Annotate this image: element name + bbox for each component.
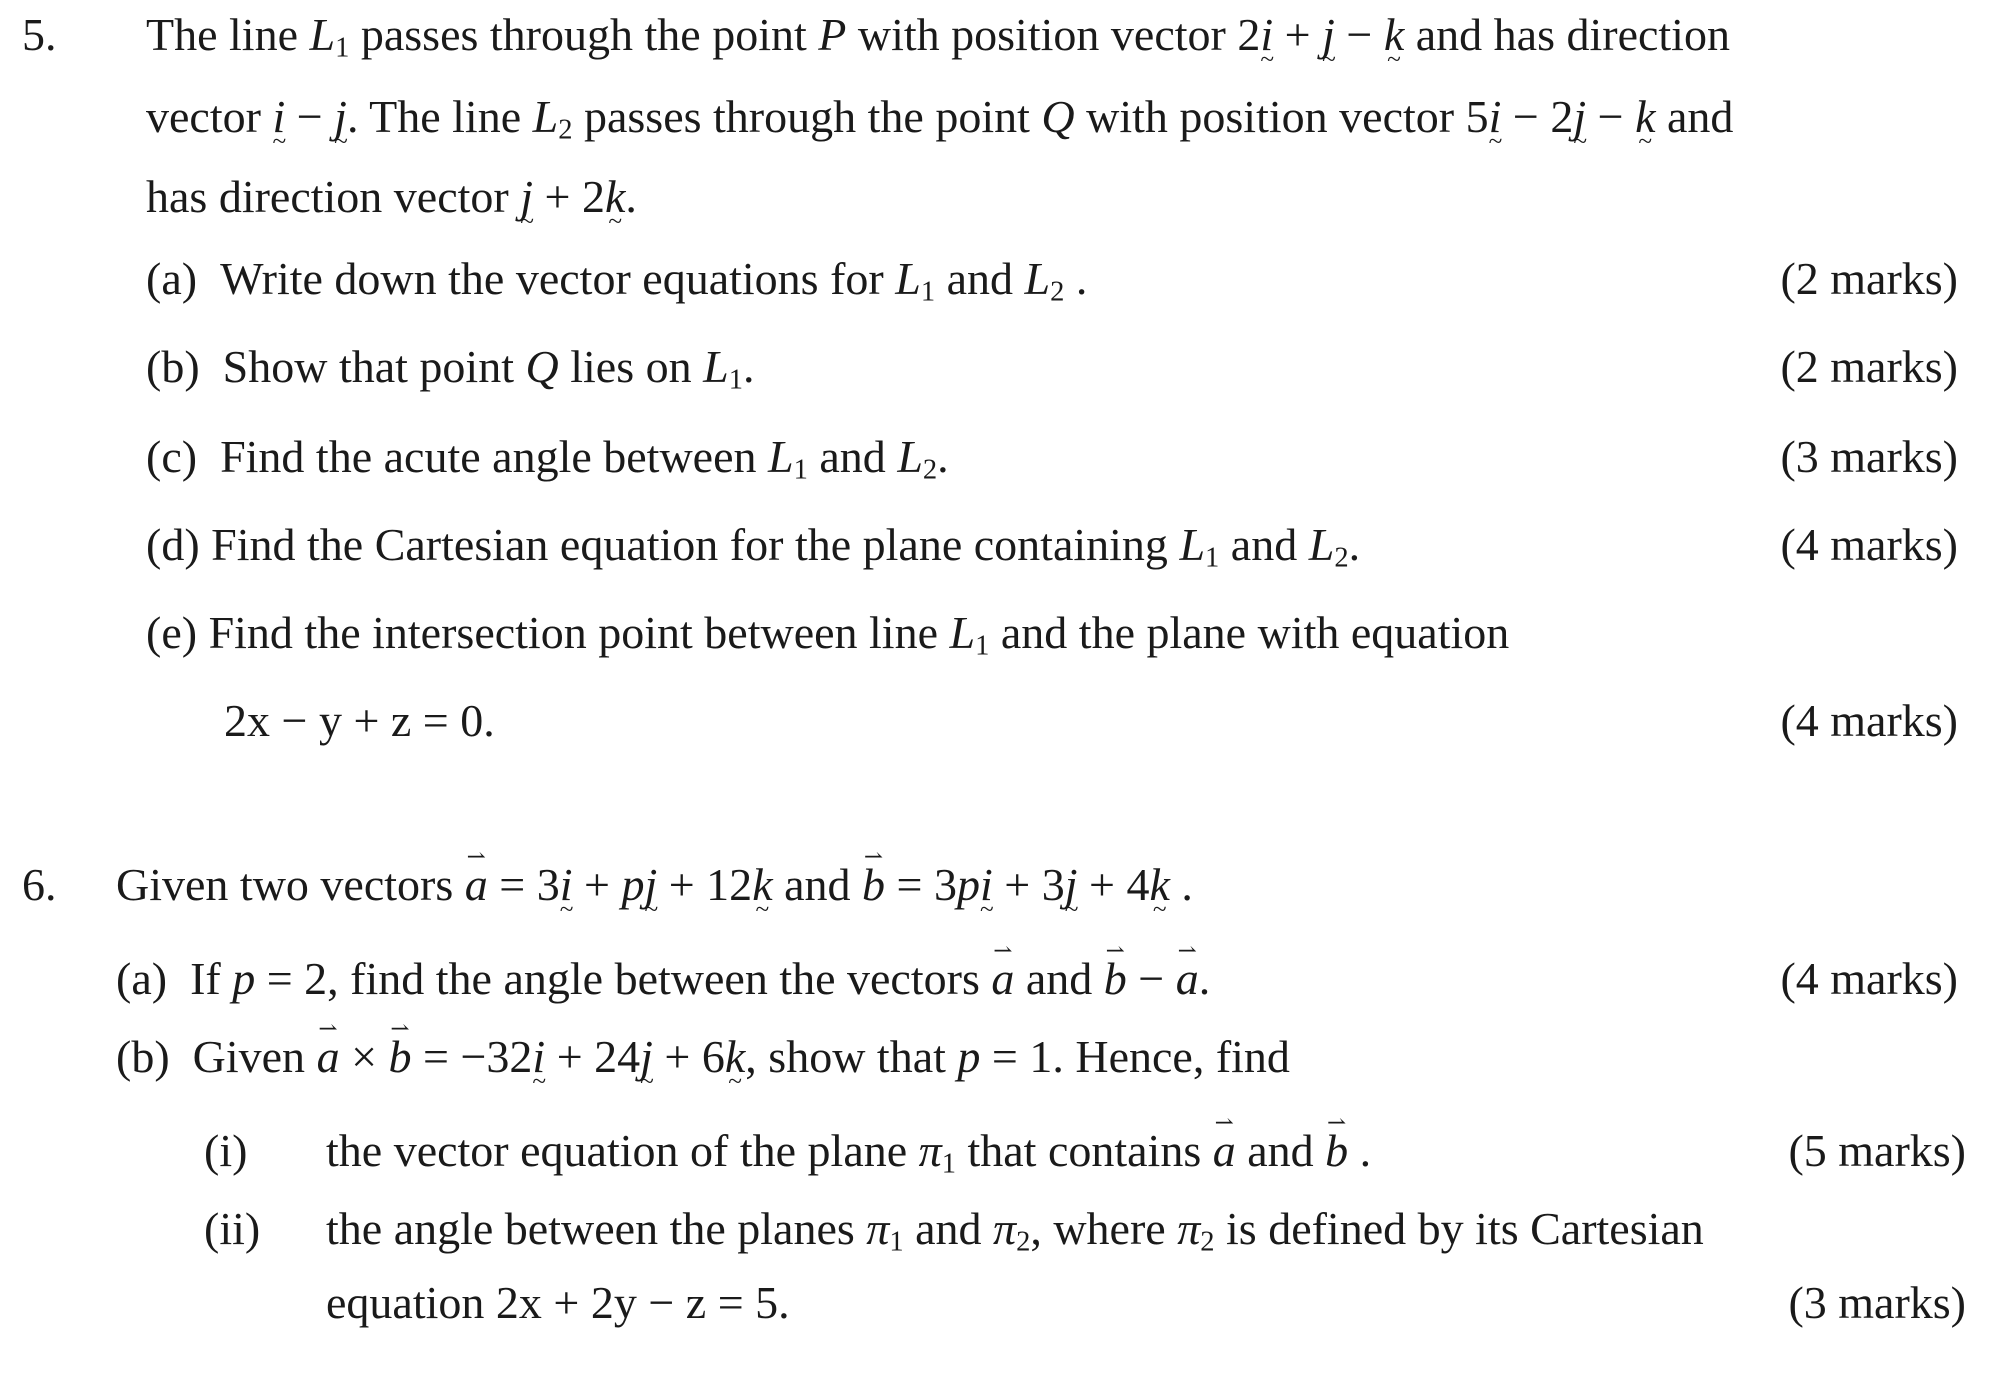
q6b-i-label: (i) <box>204 1125 248 1176</box>
q5-intro-line3: has direction vector j ~ + 2k ~. <box>146 174 637 220</box>
q5d: (d) Find the Cartesian equation for the plane containing $L_1$ and $L_2$. <box>146 519 1361 574</box>
question-5-number: 5. <box>22 9 57 60</box>
q5e-plane-equation: 2x − y + z = 0. <box>224 695 495 746</box>
q5-intro-line2: vector i ~ − j ~. The line $L_2$ passes through the point Q with position vector 5i ~ − 2j ~ − k ~ and <box>146 94 1733 145</box>
q5d-marks: (4 marks) <box>1780 519 1958 570</box>
q6b-ii-equation: equation 2x + 2y − z = 5. <box>326 1277 790 1328</box>
q5-intro-line1: The line $L_1$ passes through the point P with position vector 2i ~ + j ~ − k ~ and has direction <box>146 12 1730 63</box>
q5e: (e) Find the intersection point between line $L_1$ and the plane with equation <box>146 607 1510 662</box>
q5a: (a) Write down the vector equations for $L_1$ and $L_2$ . <box>146 253 1088 308</box>
q6-intro: Given two vectors ⇀ a = 3i ~ + pj ~ + 12k ~ and ⇀ b = 3pi ~ + 3j ~ + 4k ~ . <box>116 862 1193 908</box>
q5a-marks: (2 marks) <box>1780 253 1958 304</box>
question-6-number: 6. <box>22 859 57 910</box>
q6b-ii: the angle between the planes $\pi_1$ and $\pi_2$, where $\pi_2$ is defined by its Cartesian <box>326 1203 1704 1258</box>
q5e-marks: (4 marks) <box>1780 695 1958 746</box>
q5c-marks: (3 marks) <box>1780 431 1958 482</box>
q6a: (a) If p = 2, find the angle between the vectors ⇀ a and ⇀ b − ⇀ a. <box>116 956 1210 1002</box>
q6b-i-marks: (5 marks) <box>1788 1125 1966 1176</box>
q6b-ii-label: (ii) <box>204 1203 261 1254</box>
q5b: (b) Show that point Q lies on $L_1$. <box>146 341 755 396</box>
q6b-ii-marks: (3 marks) <box>1788 1277 1966 1328</box>
q6b: (b) Given ⇀ a × ⇀ b = −32i ~ + 24j ~ + 6k ~, show that p = 1. Hence, find <box>116 1034 1290 1080</box>
q6a-marks: (4 marks) <box>1780 953 1958 1004</box>
q5b-marks: (2 marks) <box>1780 341 1958 392</box>
q6b-i: the vector equation of the plane $\pi_1$ that contains ⇀ a and ⇀ b . <box>326 1128 1371 1179</box>
q5c: (c) Find the acute angle between $L_1$ and $L_2$. <box>146 431 949 486</box>
